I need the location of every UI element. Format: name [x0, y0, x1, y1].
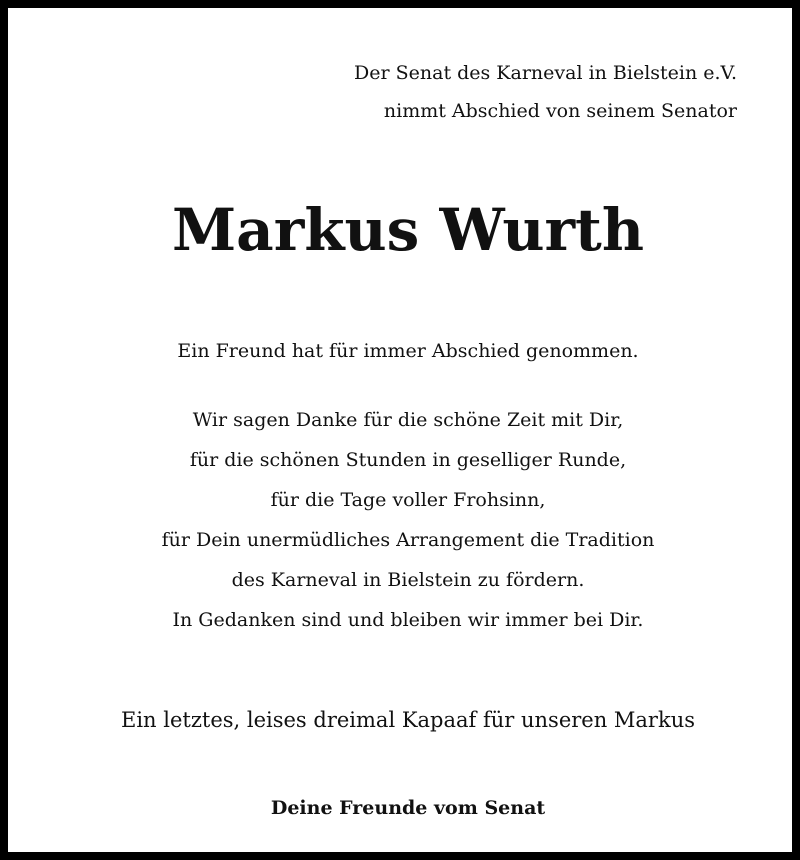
intro-line: Ein Freund hat für immer Abschied genommen.	[177, 340, 639, 362]
farewell-line: Ein letztes, leises dreimal Kapaaf für unseren Markus	[120, 708, 695, 732]
poem-line: für die schönen Stunden in geselliger Runde,	[189, 449, 627, 471]
poem-line: für Dein unermüdliches Arrangement die Tradition	[161, 529, 655, 551]
header-block	[354, 54, 737, 130]
poem-line: des Karneval in Bielstein zu fördern.	[231, 569, 585, 591]
poem-line: für die Tage voller Frohsinn,	[270, 489, 546, 511]
deceased-name: Markus Wurth	[171, 196, 644, 264]
header-line-farewell: nimmt Abschied von seinem Senator	[383, 100, 737, 122]
poem-line: Wir sagen Danke für die schöne Zeit mit Dir,	[192, 409, 624, 431]
signature: Deine Freunde vom Senat	[270, 797, 546, 819]
poem-line: In Gedanken sind und bleiben wir immer bei Dir.	[172, 609, 644, 631]
header-line-organization: Der Senat des Karneval in Bielstein e.V.	[354, 62, 737, 84]
poem-block	[8, 400, 800, 640]
